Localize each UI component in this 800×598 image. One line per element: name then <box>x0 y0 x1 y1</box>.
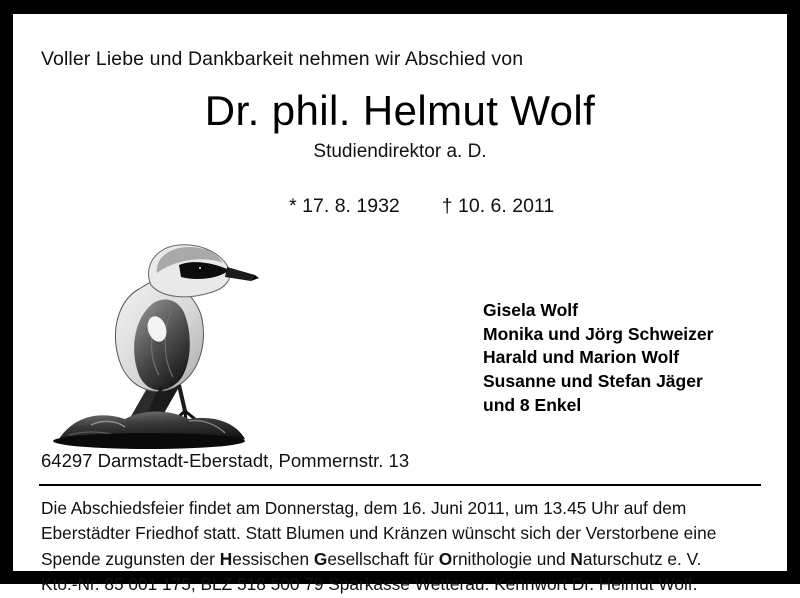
initial-g: G <box>313 548 328 569</box>
initial-n: N <box>570 548 583 569</box>
bird-illustration <box>39 189 284 449</box>
family-names <box>483 299 713 417</box>
deceased-name: Dr. phil. Helmut Wolf <box>204 87 596 134</box>
obituary-card <box>13 14 787 595</box>
birth-date: * 17. 8. 1932 <box>289 195 400 218</box>
address-line: 64297 Darmstadt-Eberstadt, Pommernstr. 13 <box>41 450 410 471</box>
profession-line: Studiendirektor a. D. <box>313 141 487 163</box>
funeral-line-3 <box>41 547 761 572</box>
intro-line: Voller Liebe und Dankbarkeit nehmen wir Abschied von <box>41 48 524 70</box>
family-name-5: und 8 Enkel <box>483 394 582 415</box>
donation-text-c: esellschaft für <box>327 548 439 569</box>
family-name-2: Monika und Jörg Schweizer <box>483 323 714 344</box>
donation-text-e: aturschutz e. V. <box>582 548 702 569</box>
donation-text-a: Spende zugunsten der <box>41 548 220 569</box>
horizontal-divider <box>39 484 761 486</box>
initial-h: H <box>219 548 233 569</box>
funeral-line-1: Die Abschiedsfeier findet am Donnerstag, dem 16. Juni 2011, um 13.45 Uhr auf dem <box>41 498 687 518</box>
death-date: † 10. 6. 2011 <box>441 195 555 218</box>
donation-text-b: essischen <box>232 548 314 569</box>
family-name-4: Susanne und Stefan Jäger <box>483 370 703 391</box>
funeral-line-2: Eberstädter Friedhof statt. Statt Blumen und Kränzen wünscht sich der Verstorbene eine <box>41 523 717 544</box>
bank-details-line: Kto.-Nr. 85 001 175, BLZ 518 500 79 Sparkasse Wetterau. Kennwort Dr. Helmut Wolf. <box>41 574 698 595</box>
donation-text-d: rnithologie und <box>452 548 571 569</box>
initial-o: O <box>438 548 453 569</box>
family-name-1: Gisela Wolf <box>483 300 578 320</box>
funeral-details <box>41 496 761 598</box>
family-name-3: Harald und Marion Wolf <box>483 347 680 368</box>
